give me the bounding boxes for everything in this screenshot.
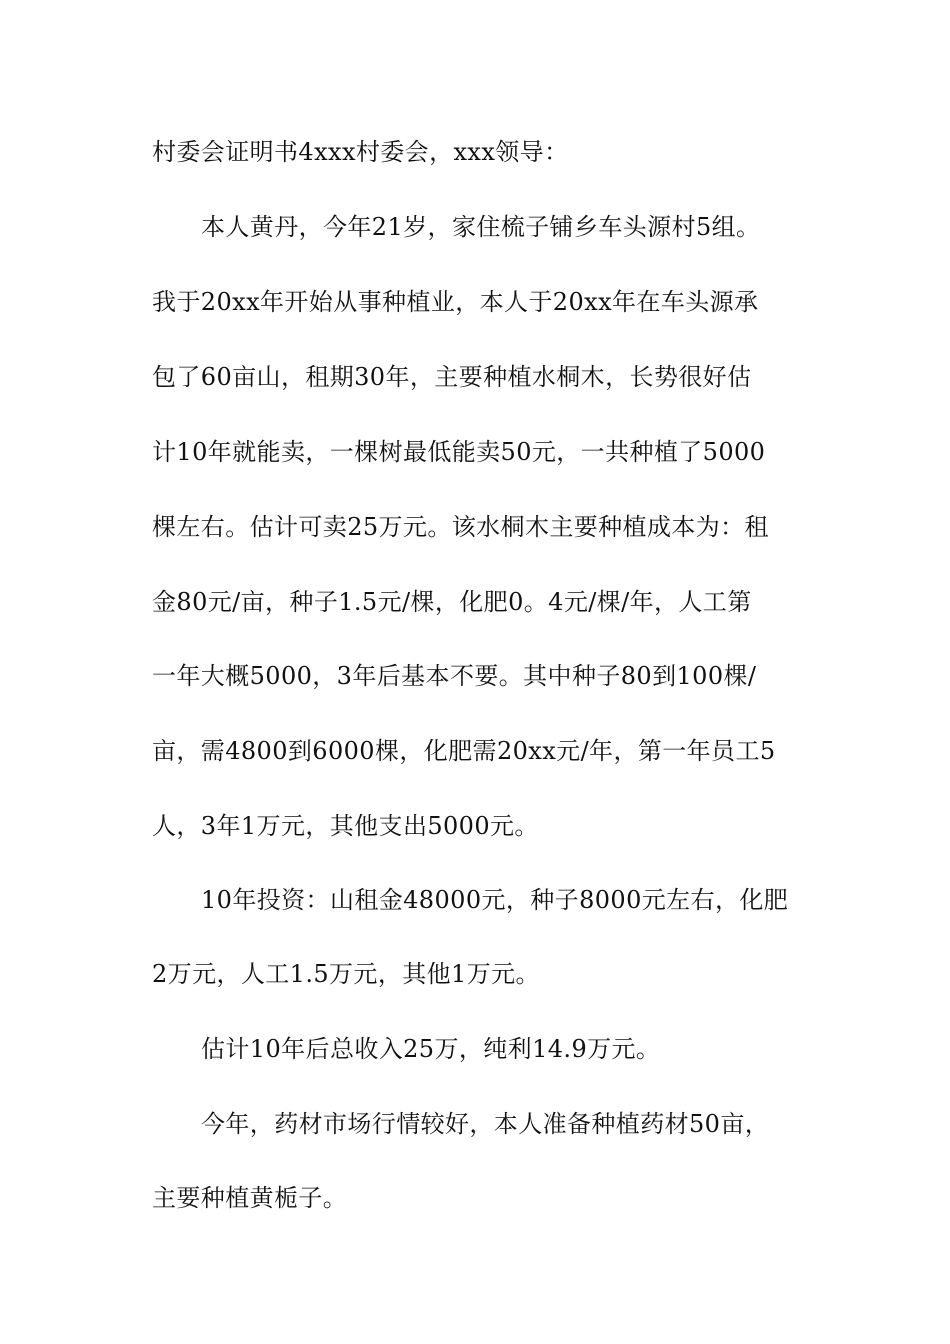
document-line: 计10年就能卖，一棵树最低能卖50元，一共种植了5000 (152, 438, 766, 466)
document-line: 本人黄丹，今年21岁，家住梳子铺乡车头源村5组。 (201, 213, 761, 241)
document-line: 主要种植黄栀子。 (152, 1184, 348, 1212)
document-line: 人，3年1万元，其他支出5000元。 (152, 812, 539, 840)
document-line: 包了60亩山，租期30年，主要种植水桐木，长势很好估 (152, 363, 752, 391)
document-line: 估计10年后总收入25万，纯利14.9万元。 (201, 1035, 661, 1063)
document-line: 亩，需4800到6000棵，化肥需20xx元/年，第一年员工5 (152, 737, 776, 765)
document-line: 一年大概5000，3年后基本不要。其中种子80到100棵/ (152, 662, 757, 690)
document-line: 今年，药材市场行情较好，本人准备种植药材50亩， (201, 1110, 770, 1138)
document-line: 金80元/亩，种子1.5元/棵，化肥0。4元/棵/年，人工第 (152, 588, 752, 616)
document-line: 村委会证明书4xxx村委会，xxx领导： (152, 138, 569, 166)
document-line: 2万元，人工1.5万元，其他1万元。 (152, 960, 540, 988)
document-line: 棵左右。估计可卖25万元。该水桐木主要种植成本为：租 (152, 513, 769, 541)
document-line: 10年投资：山租金48000元，种子8000元左右，化肥 (201, 886, 789, 914)
document-line: 我于20xx年开始从事种植业，本人于20xx年在车头源承 (152, 288, 759, 316)
